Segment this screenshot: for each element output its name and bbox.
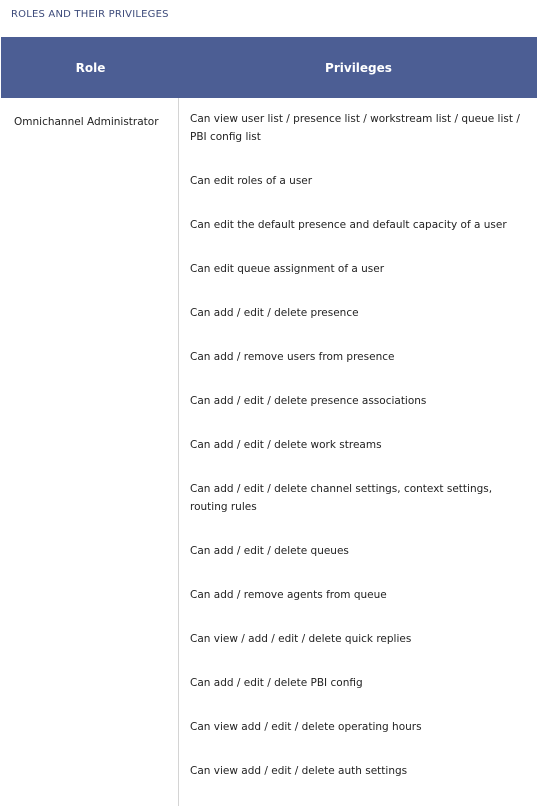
table-caption: ROLES AND THEIR PRIVILEGES xyxy=(11,9,169,20)
privilege-item: Can add / edit / delete work streams xyxy=(190,439,382,451)
privilege-item: Can add / edit / delete channel settings, context settings, routing rules xyxy=(190,483,493,513)
privilege-item: Can edit roles of a user xyxy=(190,175,313,187)
role-cell: Omnichannel Administrator xyxy=(1,98,179,806)
table-row xyxy=(1,98,537,806)
privilege-item: Can view user list / presence list / workstream list / queue list / PBI config list xyxy=(190,113,520,143)
privilege-item: Can add / remove users from presence xyxy=(190,351,395,363)
privilege-item: Can edit the default presence and default capacity of a user xyxy=(190,219,507,231)
header-privileges: Privileges xyxy=(325,60,392,75)
privilege-item: Can add / edit / delete presence associations xyxy=(190,395,427,407)
privilege-item: Can add / remove agents from queue xyxy=(190,589,387,601)
privilege-item: Can add / edit / delete queues xyxy=(190,545,349,557)
table-header xyxy=(1,37,537,98)
privilege-item: Can view add / edit / delete auth settings xyxy=(190,765,408,777)
privilege-item: Can view add / edit / delete operating hours xyxy=(190,721,422,733)
header-role: Role xyxy=(75,60,106,75)
privilege-item: Can view / add / edit / delete quick replies xyxy=(190,633,412,645)
privilege-item: Can add / edit / delete presence xyxy=(190,307,359,319)
privilege-item: Can add / edit / delete PBI config xyxy=(190,677,363,689)
privilege-item: Can edit queue assignment of a user xyxy=(190,263,385,275)
roles-privileges-table xyxy=(1,37,537,806)
privileges-cell xyxy=(179,98,537,806)
